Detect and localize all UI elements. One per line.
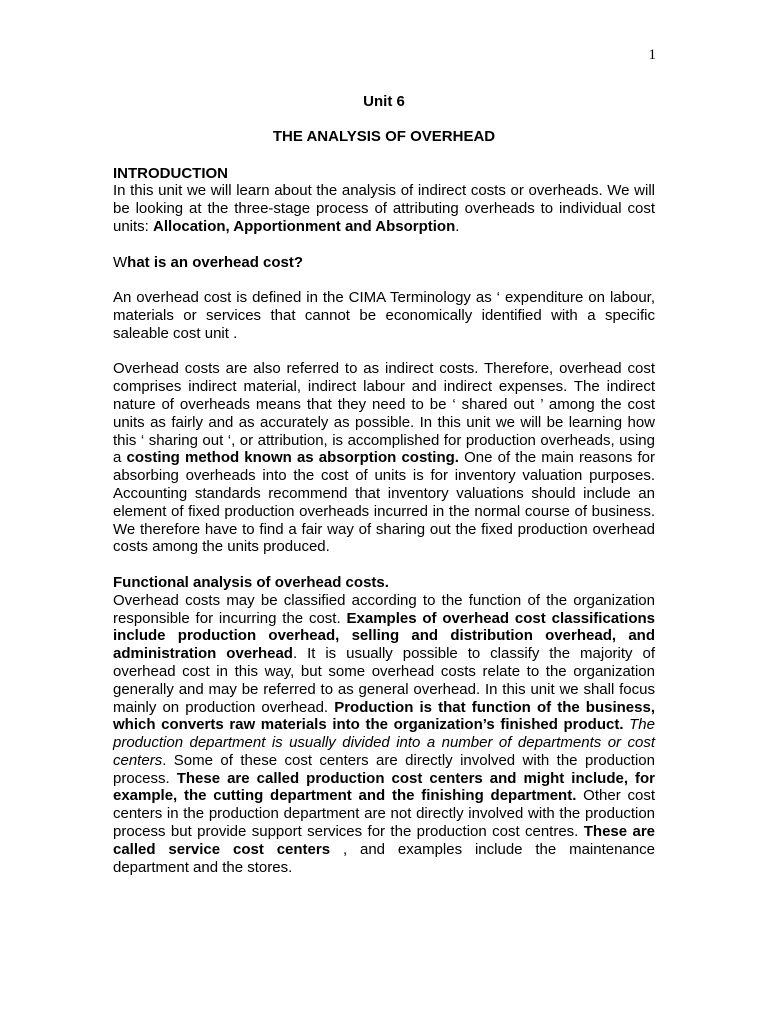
para3-bold-4: These are called service cost centers — [113, 823, 656, 858]
functional-analysis-heading: Functional analysis of overhead costs. — [113, 573, 389, 591]
functional-analysis-paragraph — [113, 592, 655, 877]
para2-text-2: One of the main reasons for absorbing overheads into the cost of units is for inventory valuation purposes. Accounting standards recommend that inventory valuations should include an element of fixed production overheads incurred in the normal course of business. We therefore have to find a fair way of sharing out the fixed production overhead costs among the units produced. — [113, 449, 655, 556]
para3-text-4: Other cost centers in the production department are not directly involved with the production process but provide support services for the production cost centres. — [113, 787, 655, 841]
definition-paragraph: An overhead cost is defined in the CIMA Terminology as ‘ expenditure on labour, materials or services that cannot be economically identified with a specific saleable cost unit . — [113, 289, 655, 342]
introduction-heading: INTRODUCTION — [113, 164, 228, 182]
question-heading-rest: hat is an overhead cost? — [127, 253, 304, 271]
intro-bold-terms: Allocation, Apportionment and Absorption — [153, 217, 456, 235]
para3-bold-3: These are called production cost centers and might include, for example, the cutting department and the finishing department. — [113, 769, 656, 805]
document-body — [113, 93, 655, 876]
document-title: THE ANALYSIS OF OVERHEAD — [272, 127, 496, 145]
para3-text-3: . Some of these cost centers are directly involved with the production process. — [113, 751, 655, 787]
para3-bold-2: Production is that function of the business, which converts raw materials into the organization’s finished product. — [113, 698, 656, 734]
para3-italic-1: The production department is usually divided into a number of departments or cost centers — [113, 716, 655, 769]
indirect-costs-paragraph — [113, 360, 655, 556]
question-heading-first-letter: W — [113, 253, 128, 271]
intro-text-1: In this unit we will learn about the analysis of indirect costs or overheads. We will be looking at the three-stage process of attributing overheads to individual cost units: — [113, 182, 655, 235]
para2-bold-1: costing method known as absorption costing. — [126, 449, 459, 467]
overhead-question-heading — [113, 254, 655, 272]
introduction-paragraph — [113, 182, 655, 235]
unit-label: Unit 6 — [363, 93, 405, 110]
para3-text-5: , and examples include the maintenance department and the stores. — [113, 840, 655, 876]
para3-text-1: Overhead costs may be classified according to the function of the organization responsible for incurring the cost. — [113, 591, 655, 627]
para2-text-1: Overhead costs are also referred to as indirect costs. Therefore, overhead cost comprises indirect material, indirect labour and indirect expenses. The indirect nature of overheads means that they need to be ‘ shared out ’ among the cost units as fairly and as accurately as possible. In this unit we will be learning how this ‘ sharing out ‘, or attribution, is accomplished for production overheads, using a — [113, 360, 655, 467]
intro-text-2: . — [455, 217, 460, 235]
para3-text-2: . It is usually possible to classify the majority of overhead cost in this way, but some overhead costs relate to the organization generally and may be referred to as general overhead. In this unit we shall focus mainly on production overhead. — [113, 645, 655, 716]
page-number: 1 — [648, 47, 656, 63]
para3-bold-1: Examples of overhead cost classifications include production overhead, selling and distribution overhead, and administration overhead — [113, 609, 655, 663]
